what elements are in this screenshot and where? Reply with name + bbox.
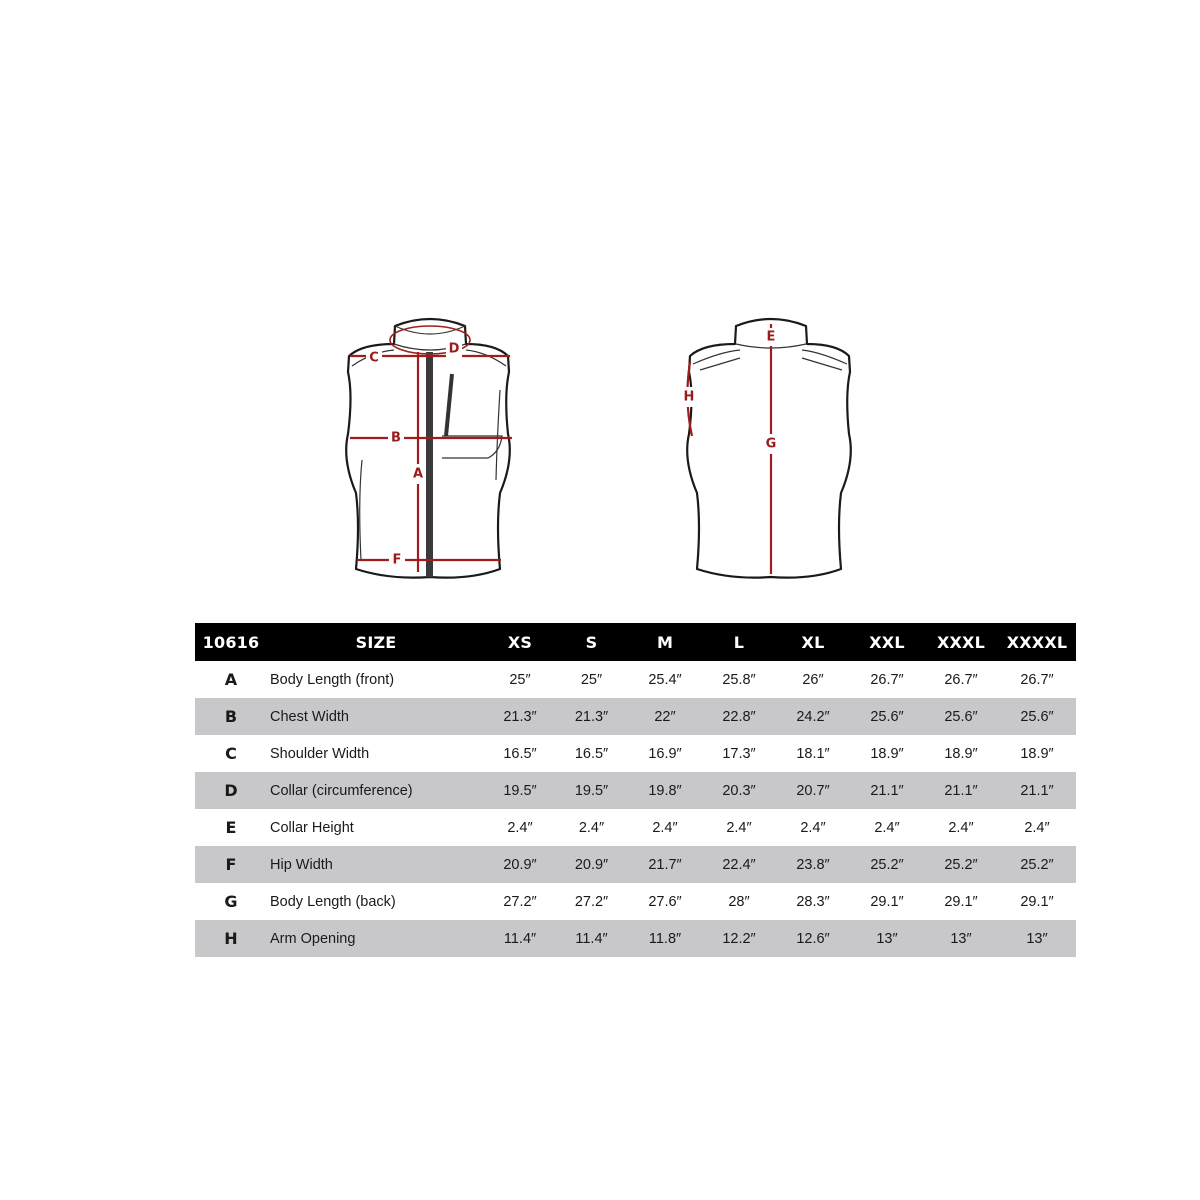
measurement-value: 12.2″ <box>722 930 756 947</box>
size-l-header: L <box>733 632 745 652</box>
measurement-value: 29.1″ <box>944 893 978 910</box>
measurement-value: 29.1″ <box>1020 893 1054 910</box>
measurement-value: 21.3″ <box>574 708 609 725</box>
measurement-value: 2.4″ <box>652 819 678 836</box>
measurement-code: E <box>225 818 237 837</box>
measurement-value: 13″ <box>1026 930 1048 947</box>
measurement-value: 13″ <box>950 930 972 947</box>
label-F: F <box>392 552 402 568</box>
measurement-value: 22.4″ <box>722 856 756 873</box>
measurement-value: 27.2″ <box>574 893 609 910</box>
measurement-value: 16.5″ <box>574 745 609 762</box>
measurement-value: 25.6″ <box>870 708 904 725</box>
measurement-value: 20.7″ <box>796 782 830 799</box>
measurement-value: 18.9″ <box>1020 745 1054 762</box>
measurement-value: 25.2″ <box>870 856 904 873</box>
measurement-code: H <box>224 929 238 948</box>
size-xxxxl-header: XXXXL <box>1006 632 1068 652</box>
measurement-value: 19.5″ <box>503 782 537 799</box>
measurement-name: Shoulder Width <box>270 745 370 762</box>
measurement-name: Hip Width <box>270 856 333 873</box>
measurement-code: F <box>225 855 237 874</box>
measurement-value: 17.3″ <box>722 745 756 762</box>
measurement-value: 20.9″ <box>503 856 537 873</box>
label-H: H <box>683 389 695 405</box>
measurement-value: 16.5″ <box>503 745 537 762</box>
table-row <box>195 661 1076 698</box>
table-body <box>195 661 1076 957</box>
measurement-value: 18.1″ <box>796 745 830 762</box>
measurement-value: 2.4″ <box>800 819 826 836</box>
measurement-value: 21.3″ <box>503 708 537 725</box>
table-row <box>195 846 1076 883</box>
measurement-value: 25″ <box>509 671 531 688</box>
size-m-header: M <box>656 632 674 652</box>
measurement-value: 25.4″ <box>648 671 682 688</box>
measurement-value: 19.5″ <box>574 782 609 799</box>
size-chart-table <box>195 623 1076 957</box>
measurement-code: C <box>225 744 237 763</box>
measurement-value: 20.9″ <box>574 856 609 873</box>
measurement-value: 16.9″ <box>648 745 682 762</box>
measurement-value: 21.7″ <box>648 856 682 873</box>
measurement-name: Collar Height <box>270 819 354 836</box>
label-B: B <box>391 430 401 446</box>
measurement-value: 21.1″ <box>1020 782 1054 799</box>
measurement-value: 11.4″ <box>575 930 608 947</box>
measurement-value: 2.4″ <box>578 819 605 836</box>
measurement-code: D <box>224 781 238 800</box>
table-row <box>195 809 1076 846</box>
measurement-value: 25.6″ <box>944 708 978 725</box>
measurement-name: Arm Opening <box>270 930 356 947</box>
table-row <box>195 920 1076 957</box>
label-C: C <box>369 350 379 366</box>
size-header: SIZE <box>355 632 397 652</box>
measurement-code: A <box>224 670 238 689</box>
measurement-value: 26.7″ <box>1020 671 1054 688</box>
measurement-value: 18.9″ <box>870 745 904 762</box>
measurement-value: 21.1″ <box>870 782 904 799</box>
measurement-value: 2.4″ <box>948 819 974 836</box>
measurement-value: 28.3″ <box>796 893 830 910</box>
product-code-header: 10616 <box>202 632 260 652</box>
measurement-value: 11.8″ <box>648 930 682 947</box>
size-s-header: S <box>585 632 598 652</box>
measurement-value: 25.2″ <box>944 856 978 873</box>
table-row <box>195 883 1076 920</box>
measurement-value: 29.1″ <box>870 893 904 910</box>
measurement-value: 26.7″ <box>944 671 978 688</box>
measurement-value: 25.2″ <box>1020 856 1054 873</box>
measurement-value: 2.4″ <box>1024 819 1050 836</box>
measurement-value: 23.8″ <box>796 856 830 873</box>
measurement-value: 22.8″ <box>722 708 756 725</box>
measurement-value: 2.4″ <box>726 819 752 836</box>
measurement-name: Body Length (front) <box>270 671 395 688</box>
measurement-value: 12.6″ <box>796 930 830 947</box>
measurement-name: Body Length (back) <box>270 893 396 910</box>
measurement-value: 2.4″ <box>507 819 533 836</box>
size-xxl-header: XXL <box>869 632 905 652</box>
measurement-code: G <box>224 892 238 911</box>
table-row <box>195 772 1076 809</box>
measurement-value: 27.2″ <box>503 893 537 910</box>
label-D: D <box>448 341 460 357</box>
size-xs-header: XS <box>507 632 533 652</box>
measurement-value: 11.4″ <box>503 930 537 947</box>
size-xl-header: XL <box>801 632 825 652</box>
measurement-value: 22″ <box>654 708 676 725</box>
measurement-value: 27.6″ <box>648 893 682 910</box>
measurement-value: 25.8″ <box>722 671 756 688</box>
label-E: E <box>766 329 776 345</box>
measurement-value: 25.6″ <box>1020 708 1054 725</box>
measurement-value: 24.2″ <box>796 708 830 725</box>
size-xxxl-header: XXXL <box>936 632 985 652</box>
measurement-value: 2.4″ <box>874 819 900 836</box>
measurement-value: 19.8″ <box>648 782 682 799</box>
measurement-value: 21.1″ <box>944 782 978 799</box>
table-header-row <box>195 623 1076 661</box>
table-row <box>195 735 1076 772</box>
measurement-value: 26.7″ <box>870 671 904 688</box>
measurement-name: Chest Width <box>270 708 349 725</box>
measurement-value: 26″ <box>802 671 824 688</box>
label-G: G <box>765 436 777 452</box>
measurement-value: 18.9″ <box>944 745 978 762</box>
label-A: A <box>412 466 424 482</box>
table-row <box>195 698 1076 735</box>
measurement-code: B <box>224 707 238 726</box>
measurement-value: 28″ <box>728 893 750 910</box>
measurement-name: Collar (circumference) <box>270 782 413 799</box>
measurement-value: 13″ <box>876 930 898 947</box>
measurement-value: 20.3″ <box>722 782 756 799</box>
measurement-value: 25″ <box>580 671 603 688</box>
